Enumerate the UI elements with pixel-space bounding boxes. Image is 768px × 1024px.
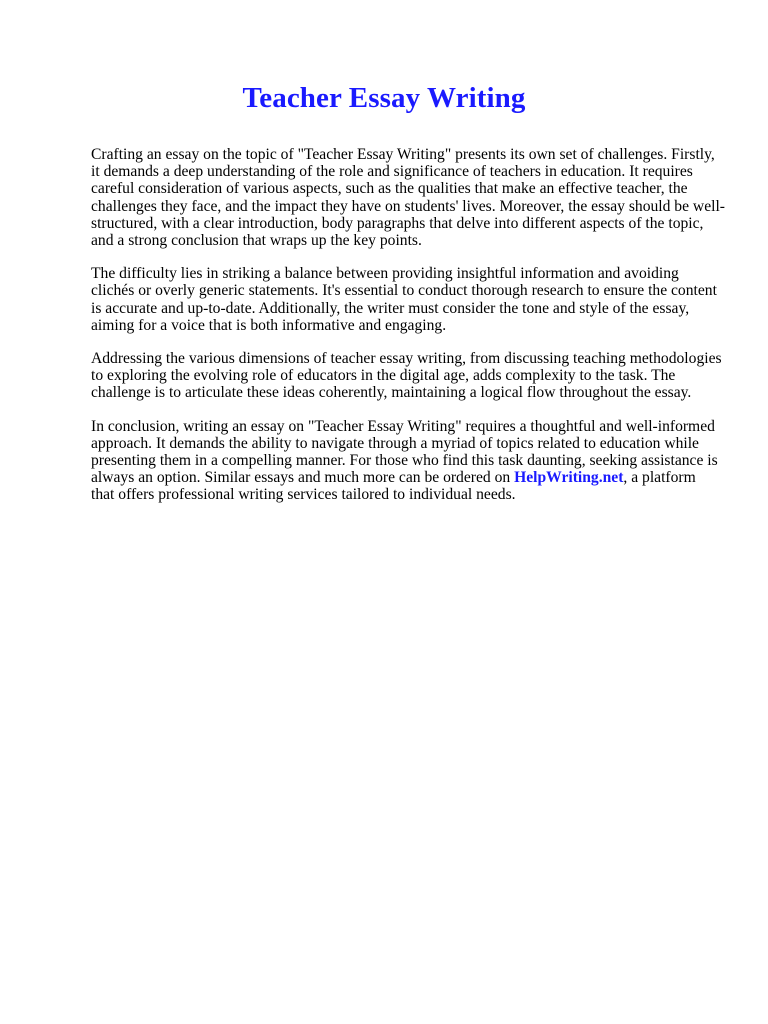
paragraph-3	[91, 350, 731, 402]
text-line-with-link	[91, 469, 731, 486]
link-line-after: , a platform	[623, 469, 696, 487]
page-title: Teacher Essay Writing	[242, 82, 526, 114]
text-line: presenting them in a compelling manner. For those who find this task daunting, seeking assistance is	[91, 452, 718, 470]
text-line: structured, with a clear introduction, body paragraphs that delve into different aspects of the topic,	[91, 214, 704, 232]
text-line: In conclusion, writing an essay on "Teacher Essay Writing" requires a thoughtful and well-informed	[91, 417, 715, 435]
text-line: challenge is to articulate these ideas coherently, maintaining a logical flow throughout the essay.	[91, 384, 692, 402]
text-line: The difficulty lies in striking a balance between providing insightful information and avoiding	[91, 265, 679, 283]
text-line: approach. It demands the ability to navigate through a myriad of topics related to education while	[91, 434, 699, 452]
link-line-before: always an option. Similar essays and much more can be ordered on	[91, 469, 515, 487]
text-line: clichés or overly generic statements. It's essential to conduct thorough research to ensure the content	[91, 282, 717, 300]
paragraph-1	[91, 146, 731, 249]
paragraph-2	[91, 265, 731, 334]
text-line: Addressing the various dimensions of teacher essay writing, from discussing teaching methodologies	[91, 350, 722, 368]
text-line: it demands a deep understanding of the role and significance of teachers in education. It requires	[91, 163, 693, 181]
paragraph-4	[91, 418, 731, 504]
text-line: Crafting an essay on the topic of "Teacher Essay Writing" presents its own set of challenges. Firstly,	[91, 146, 715, 163]
text-line: aiming for a voice that is both informative and engaging.	[91, 316, 447, 334]
text-line: is accurate and up-to-date. Additionally, the writer must consider the tone and style of the essay,	[91, 299, 690, 317]
essay-body	[91, 146, 731, 520]
text-line: to exploring the evolving role of educators in the digital age, adds complexity to the task. The	[91, 367, 676, 385]
text-line: that offers professional writing services tailored to individual needs.	[91, 486, 516, 504]
text-line: and a strong conclusion that wraps up the key points.	[91, 232, 422, 250]
text-line: careful consideration of various aspects, such as the qualities that make an effective teacher, the	[91, 180, 688, 198]
text-line: challenges they face, and the impact they have on students' lives. Moreover, the essay should be well-	[91, 197, 725, 215]
helpwriting-link[interactable]: HelpWriting.net	[514, 469, 624, 487]
